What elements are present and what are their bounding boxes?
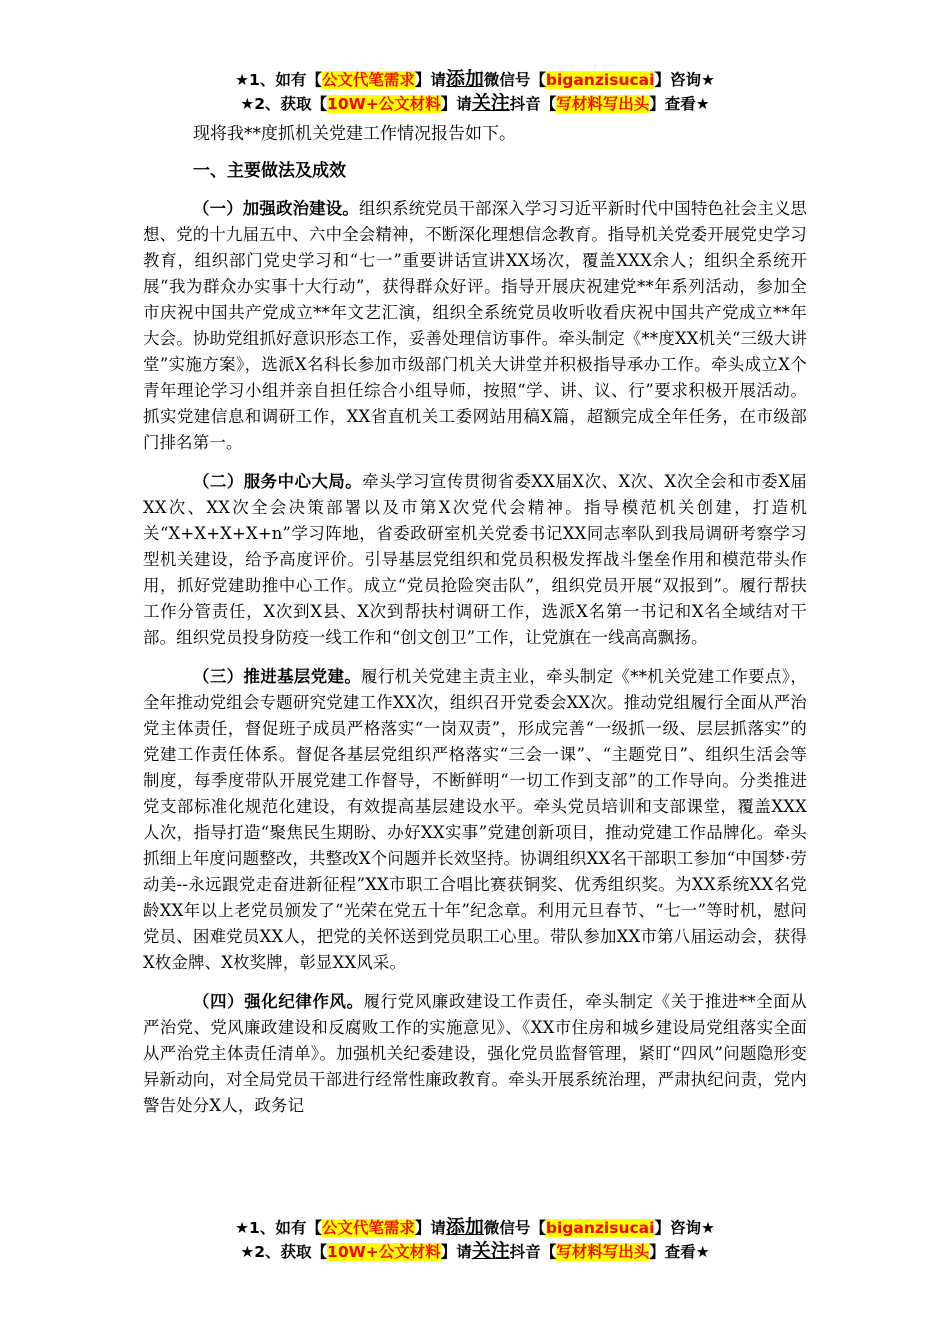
banner-text: ★1、如有【 [235, 71, 322, 89]
banner-highlight: biganzisucai [545, 71, 655, 89]
banner-text: ★2、获取【 [240, 1243, 328, 1261]
paragraph-title: （四）强化纪律作风。 [193, 992, 364, 1011]
banner-emphasis: 关注 [471, 1240, 510, 1262]
banner-text: ★2、获取【 [240, 95, 328, 113]
paragraph-discipline [143, 989, 807, 1119]
paragraph-political [143, 196, 807, 456]
paragraph-title: （二）服务中心大局。 [193, 472, 363, 491]
banner-text: 】请 [414, 71, 446, 89]
paragraph-text: 履行机关党建主责主业，牵头制定《**机关党建工作要点》，全年推动党组会专题研究党建工作XX次，组织召开党委会XX次。推动党组履行全面从严治党主体责任，督促班子成员严格落实“一岗双责”，形成完善“一级抓一级、层层抓落实”的党建工作责任体系。督促各基层党组织严格落实“三会一课”、“主题党日”、组织生活会等制度，每季度带队开展党建工作督导，不断鲜明“一切工作到支部”的工作导向。分类推进党支部标准化规范化建设，有效提高基层建设水平。牵头党员培训和支部课堂，覆盖XXX人次，指导打造“聚焦民生期盼、办好XX实事”党建创新项目，推动党建工作品牌化。牵头抓细上年度问题整改，共整改X个问题并长效坚持。协调组织XX名干部职工参加“中国梦·劳动美--永远跟党走奋进新征程”XX市职工合唱比赛获铜奖、优秀组织奖。为XX系统XX名党龄XX年以上老党员颁发了“光荣在党五十年”纪念章。利用元旦春节、“七一”等时机，慰问党员、困难党员XX人，把党的关怀送到党员职工心里。带队参加XX市第八届运动会，获得X枚金牌、X枚奖牌，彰显XX风采。 [143, 667, 807, 972]
bottom-banner [0, 1216, 950, 1264]
banner-text: 】请 [440, 95, 472, 113]
banner-highlight: 公文代笔需求 [321, 71, 415, 89]
paragraph-text: 组织系统党员干部深入学习习近平新时代中国特色社会主义思想、党的十九届五中、六中全会精神，不断深化理想信念教育。指导机关党委开展党史学习教育，组织部门党史学习和“七一”重要讲话宣讲XX场次，覆盖XXX余人；组织全系统开展“我为群众办实事十大行动”，获得群众好评。指导开展庆祝建党**年系列活动，参加全市庆祝中国共产党成立**年文艺汇演，组织全系统党员收听收看庆祝中国共产党成立**年大会。协助党组抓好意识形态工作，妥善处理信访事件。牵头制定《**度XX机关“三级大讲堂”实施方案》，选派X名科长参加市级部门机关大讲堂并积极指导承办工作。牵头成立X个青年理论学习小组并亲自担任综合小组导师，按照“学、讲、议、行”要求积极开展活动。抓实党建信息和调研工作，XX省直机关工委网站用稿X篇，超额完成全年任务，在市级部门排名第一。 [143, 199, 807, 452]
banner-text: 】咨询★ [654, 71, 715, 89]
banner-text: 】咨询★ [654, 1219, 715, 1237]
banner-text: 微信号【 [483, 71, 546, 89]
banner-text: 抖音【 [509, 1243, 557, 1261]
banner-emphasis: 关注 [471, 92, 510, 114]
banner-text: 抖音【 [509, 95, 557, 113]
banner-highlight: biganzisucai [545, 1219, 655, 1237]
banner-text: 】请 [414, 1219, 446, 1237]
intro-paragraph: 现将我**度抓机关党建工作情况报告如下。 [193, 124, 516, 144]
banner-text: ★1、如有【 [235, 1219, 322, 1237]
banner-text: 微信号【 [483, 1219, 546, 1237]
banner-highlight: 10W+公文材料 [327, 1243, 441, 1261]
banner-emphasis: 添加 [445, 1216, 484, 1238]
banner-highlight: 写材料写出头 [556, 1243, 650, 1261]
paragraph-service [143, 469, 807, 651]
banner-highlight: 公文代笔需求 [321, 1219, 415, 1237]
section-heading: 一、主要做法及成效 [193, 161, 346, 181]
banner-text: 】查看★ [649, 1243, 710, 1261]
document-body [143, 122, 807, 1132]
banner-line-2 [0, 92, 950, 116]
banner-line-2 [0, 1240, 950, 1264]
banner-text: 】查看★ [649, 95, 710, 113]
paragraph-grassroots [143, 664, 807, 976]
top-banner [0, 68, 950, 116]
paragraph-title: （一）加强政治建设。 [193, 199, 359, 218]
banner-text: 】请 [440, 1243, 472, 1261]
paragraph-text: 牵头学习宣传贯彻省委XX届X次、X次、X次全会和市委X届XX次、XX次全会决策部署以及市第X次党代会精神。指导模范机关创建，打造机关“X+X+X+X+n”学习阵地，省委政研室机关党委书记XX同志率队到我局调研考察学习型机关建设，给予高度评价。引导基层党组织和党员积极发挥战斗堡垒作用和模范带头作用，抓好党建助推中心工作。成立“党员抢险突击队”，组织党员开展“双报到”。履行帮扶工作分管责任，X次到X县、X次到帮扶村调研工作，选派X名第一书记和X名全域结对干部。组织党员投身防疫一线工作和“创文创卫”工作，让党旗在一线高高飘扬。 [143, 472, 807, 647]
banner-line-1 [0, 1216, 950, 1240]
banner-emphasis: 添加 [445, 68, 484, 90]
paragraph-title: （三）推进基层党建。 [193, 667, 362, 686]
banner-line-1 [0, 68, 950, 92]
banner-highlight: 写材料写出头 [556, 95, 650, 113]
banner-highlight: 10W+公文材料 [327, 95, 441, 113]
paragraph-text: 履行党风廉政建设工作责任，牵头制定《关于推进**全面从严治党、党风廉政建设和反腐败工作的实施意见》、《XX市住房和城乡建设局党组落实全面从严治党主体责任清单》。加强机关纪委建设，强化党员监督管理，紧盯“四风”问题隐形变异新动向，对全局党员干部进行经常性廉政教育。牵头开展系统治理，严肃执纪问责，党内警告处分X人，政务记 [143, 992, 808, 1115]
